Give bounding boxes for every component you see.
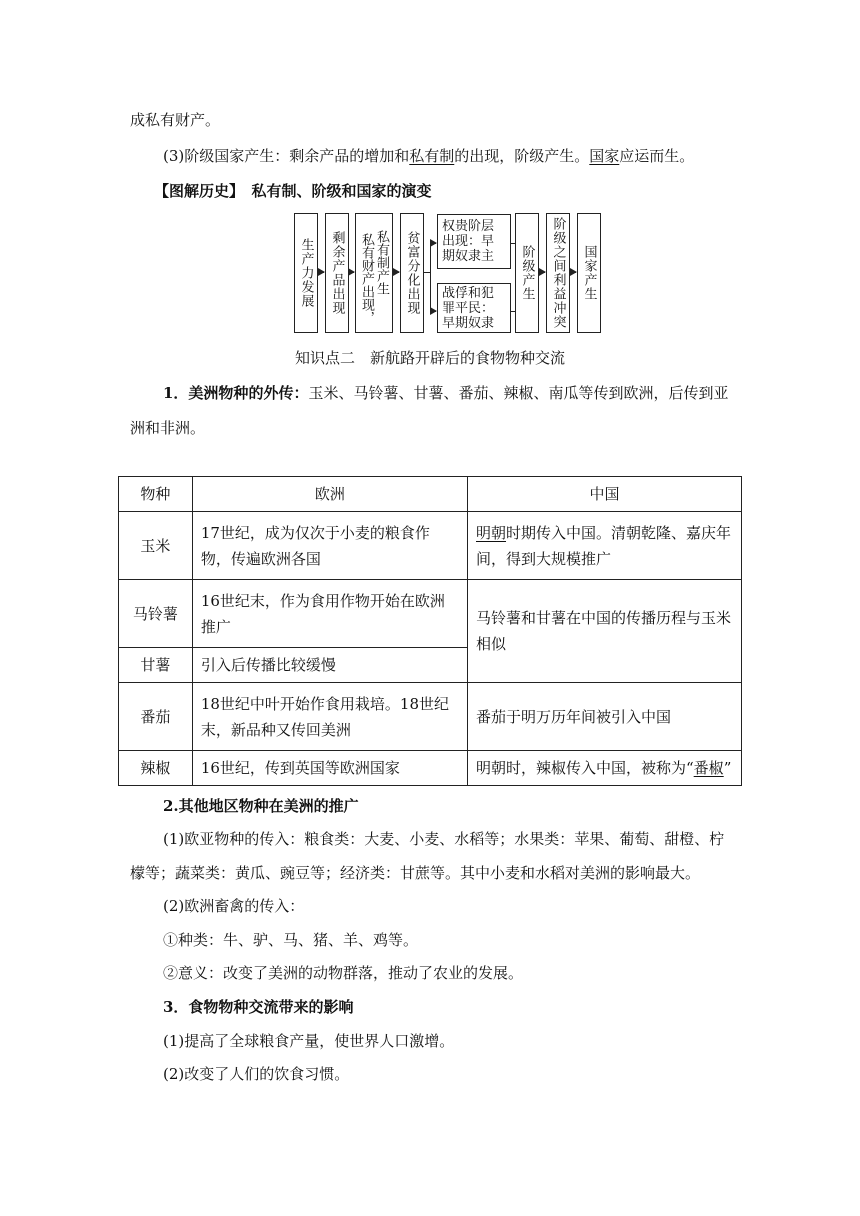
item3-mid: 的出现，阶级产生。 [454, 147, 590, 165]
point2-p1b: 檬等；蔬菜类：黄瓜、豌豆等；经济类：甘蔗等。其中小麦和水稻对美洲的影响最大。 [130, 864, 701, 882]
species-table [118, 476, 742, 786]
china-cell: 马铃薯和甘薯在中国的传播历程与玉米相似 [468, 580, 742, 683]
item3-underline-2: 国家 [589, 147, 620, 165]
europe-cell: 16世纪末，作为食用作物开始在欧洲推广 [192, 580, 467, 648]
box-class-conflict-label: 阶级之间利益冲突 [550, 217, 566, 329]
arrow-7 [570, 272, 576, 273]
point2-p4: ②意义：改变了美洲的动物群落，推动了农业的发展。 [163, 964, 524, 982]
branch-split [430, 243, 431, 311]
china-cell: 番茄于明万历年间被引入中国 [468, 683, 742, 751]
item3-paragraph [163, 145, 694, 167]
item3-prefix: (3)阶级国家产生：剩余产品的增加和 [163, 147, 410, 165]
box-wealth-gap-label: 贫富分化出现 [404, 231, 420, 315]
item3-suffix: 应运而生。 [619, 147, 695, 165]
point1-line2: 洲和非洲。 [130, 419, 206, 437]
point2-label: 2.其他地区物种在美洲的推广 [163, 797, 359, 815]
box-early-slaves [437, 283, 511, 333]
intro-line: 成私有财产。 [130, 111, 221, 129]
china-cell-text: 时期传入中国。清朝乾隆、嘉庆年间，得到大规模推广 [476, 523, 732, 568]
point3-p2: (2)改变了人们的饮食习惯。 [163, 1065, 350, 1083]
box-early-slaveholders-label: 权贵阶层出现：早期奴隶主 [442, 219, 495, 264]
box-state-emerges [577, 213, 601, 333]
point3-p1: (1)提高了全球粮食产量，使世界人口激增。 [163, 1032, 455, 1050]
arrow-2 [349, 272, 354, 273]
box-surplus [325, 213, 349, 333]
box-early-slaveholders [437, 214, 511, 269]
point3-label: 3．食物物种交流带来的影响 [163, 998, 354, 1016]
species-cell: 辣椒 [119, 751, 193, 786]
arrow-top-branch [430, 243, 436, 244]
box-state-emerges-label: 国家产生 [581, 245, 597, 301]
china-cell [468, 751, 742, 786]
table-header-china: 中国 [468, 477, 742, 512]
point1-text1: 玉米、马铃薯、甘薯、番茄、辣椒、南瓜等传到欧洲，后传到亚 [308, 384, 729, 402]
china-cell-underline: 明朝 [476, 523, 507, 542]
table-row [119, 580, 742, 648]
box-private-property-label: 私有财产出现， [359, 232, 374, 324]
china-cell-post: ” [723, 759, 732, 777]
point2-p1a: (1)欧亚物种的传入：粮食类：大麦、小麦、水稻等；水果类：苹果、葡萄、甜橙、柠 [163, 830, 725, 848]
item3-underline-1: 私有制 [409, 147, 455, 165]
europe-cell: 18世纪中叶开始作食用栽培。18世纪末，新品种又传回美洲 [192, 683, 467, 751]
china-cell-underline: 番椒 [693, 759, 724, 777]
china-cell [468, 512, 742, 580]
point2-p2: (2)欧洲畜禽的传入： [163, 897, 305, 915]
table-header-species: 物种 [119, 477, 193, 512]
china-cell-pre: 明朝时，辣椒传入中国，被称为“ [476, 759, 694, 777]
table-row [119, 512, 742, 580]
box-wealth-gap [400, 213, 424, 333]
diagram-heading-title: 私有制、阶级和国家的演变 [251, 182, 432, 200]
box-private-system-label: 私有制产生 [374, 229, 389, 295]
box-surplus-label: 剩余产品出现 [329, 231, 345, 315]
box-class-conflict [546, 213, 570, 333]
arrow-3 [393, 272, 399, 273]
box-productivity-label: 生产力发展 [298, 238, 314, 308]
table-header-europe: 欧洲 [192, 477, 467, 512]
table-row [119, 751, 742, 786]
section-title: 知识点二 新航路开辟后的食物物种交流 [294, 349, 565, 367]
species-cell: 玉米 [119, 512, 193, 580]
species-cell: 番茄 [119, 683, 193, 751]
europe-cell: 17世纪，成为仅次于小麦的粮食作物，传遍欧洲各国 [192, 512, 467, 580]
diagram-heading-tag: 【图解历史】 [154, 182, 237, 200]
box-private-property [355, 213, 393, 333]
diagram-heading [154, 180, 432, 202]
table-header-row [119, 477, 742, 512]
point1-label: 1．美洲物种的外传： [163, 384, 309, 402]
europe-cell: 16世纪，传到英国等欧洲国家 [192, 751, 467, 786]
europe-cell: 引入后传播比较缓慢 [192, 648, 467, 683]
box-class-emerges-label: 阶级产生 [519, 245, 535, 301]
point2-p3: ①种类：牛、驴、马、猪、羊、鸡等。 [163, 931, 419, 949]
arrow-bottom-branch [430, 311, 436, 312]
species-cell: 甘薯 [119, 648, 193, 683]
species-cell: 马铃薯 [119, 580, 193, 648]
table-row [119, 683, 742, 751]
arrow-6 [539, 272, 545, 273]
box-productivity [294, 213, 318, 333]
point1-line1 [163, 382, 728, 404]
box-class-emerges [515, 213, 539, 333]
arrow-1 [318, 272, 324, 273]
box-early-slaves-label: 战俘和犯罪平民：早期奴隶 [442, 285, 495, 331]
